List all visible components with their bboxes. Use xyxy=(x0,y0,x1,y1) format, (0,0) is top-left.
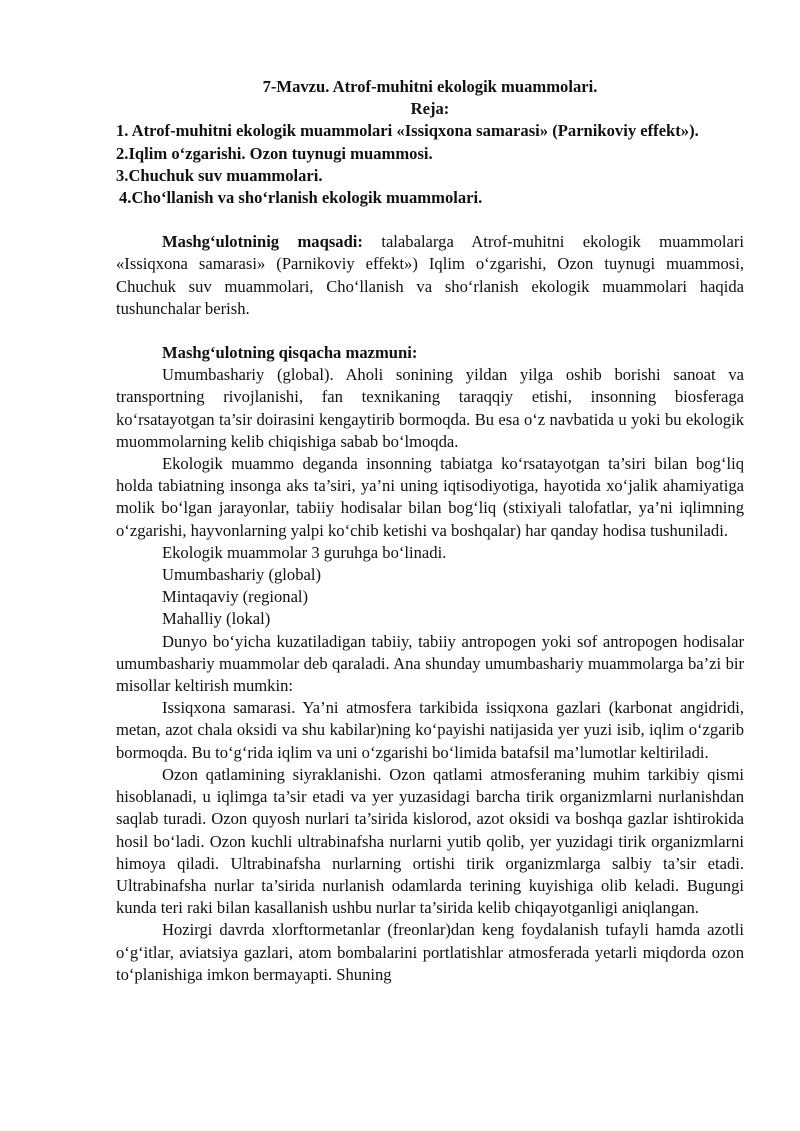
plan-item: 3.Chuchuk suv muammolari. xyxy=(116,165,323,185)
summary-heading: Mashg‘ulotning qisqacha mazmuni: xyxy=(162,343,418,363)
body-paragraph: Ekologik muammo deganda insonning tabiatga ko‘rsatayotgan ta’siri bilan bog‘liq holda tabiatning insonga aks ta’siri, ya’ni uning iqtisodiyotiga, hayotida xo‘jalik ahamiyatiga molik bo‘lgan jarayonlar, tabiiy hodisalar bilan bog‘liq (stixiyali talofatlar, ya’ni iqlimning o‘zgarishi, hayvonlarning yalpi ko‘chib ketishi va boshqalar) har qanday hodisa tushuniladi. xyxy=(116,454,744,540)
goal-paragraph xyxy=(116,231,744,320)
plan-list xyxy=(116,120,744,209)
body-paragraph: Ekologik muammolar 3 guruhga bo‘linadi. xyxy=(162,542,447,562)
plan-item: 2.Iqlim o‘zgarishi. Ozon tuynugi muammosi. xyxy=(116,143,433,163)
group-item: Mintaqaviy (regional) xyxy=(162,587,309,607)
body-paragraph: Umumbashariy (global). Aholi sonining yildan yilga oshib borishi sanoat va transportning rivojlanishi, fan texnikaning taraqqiy etishi, insonning biosferaga ko‘rsatayotgan ta’sir doirasini kengaytirib bormoqda. Bu esa o‘z navbatida u yoki bu ekologik muommolarning kelib chiqishiga sabab bo‘lmoqda. xyxy=(116,365,744,451)
document-title: 7-Mavzu. Atrof-muhitni ekologik muammolari. xyxy=(262,77,598,96)
group-item: Umumbashariy (global) xyxy=(162,565,321,585)
body-paragraph: Dunyo bo‘yicha kuzatiladigan tabiiy, tabiiy antropogen yoki sof antropogen hodisalar umumbashariy muammolar deb qaraladi. Ana shunday umumbashariy muammolarga ba’zi bir misollar keltirish mumkin: xyxy=(116,631,744,696)
body-paragraph: Hozirgi davrda xlorftormetanlar (freonlar)dan keng foydalanish tufayli hamda azotli o‘g‘itlar, aviatsiya gazlari, atom bombalarini portlatishlar atmosferada yetarli miqdorda ozon to‘planishiga imkon bermayapti. Shuning xyxy=(116,920,744,984)
group-item: Mahalliy (lokal) xyxy=(162,609,271,629)
goal-label: Mashg‘ulotninig maqsadi: xyxy=(162,232,363,252)
body-paragraph: Ozon qatlamining siyraklanishi. Ozon qatlami atmosferaning muhim tarkibiy qismi hisoblanadi, u iqlimga ta’sir etadi va yer yuzasidagi barcha tirik organizmlarni nurlanishdan saqlab turadi. Ozon quyosh nurlari ta’sirida kislorod, azot oksidi va boshqa gazlar ishtirokida hosil bo‘ladi. Ozon kuchli ultrabinafsha nurlarni yutib qolib, yer yuzidagi tirik organizmlarni himoya qiladi. Ultrabinafsha nurlarning ortishi tirik organizmlarga salbiy ta’sir etadi. Ultrabinafsha nurlar ta’sirida nurlanish odamlarda terining kuyishiga olib keladi. Bugungi kunda teri raki bilan kasallanish ushbu nurlar ta’sirida kelib chiqayotganligi aniqlangan. xyxy=(116,764,744,918)
body-paragraph: Issiqxona samarasi. Ya’ni atmosfera tarkibida issiqxona gazlari (karbonat angidridi, metan, azot chala oksidi va shu kabilar)ning ko‘payishi natijasida yer yuzi isib, iqlim o‘zgarib bormoqda. Bu to‘g‘rida iqlim va uni o‘zgarishi bo‘limida batafsil ma’lumotlar keltiriladi. xyxy=(116,698,744,762)
goal-text: talabalarga Atrof-muhitni ekologik muammolari «Issiqxona samarasi» (Parnikoviy effekt») Iqlim o‘zgarishi, Ozon tuynugi muammosi, Chuchuk suv muammolari, Cho‘llanish va sho‘rlanish ekologik muammolari haqida tushunchalar berish. xyxy=(116,232,744,318)
plan-heading: Reja: xyxy=(410,99,450,119)
plan-item: 4.Cho‘llanish va sho‘rlanish ekologik muammolari. xyxy=(119,188,483,208)
plan-item: 1. Atrof-muhitni ekologik muammolari «Issiqxona samarasi» (Parnikoviy effekt»). xyxy=(116,121,699,141)
